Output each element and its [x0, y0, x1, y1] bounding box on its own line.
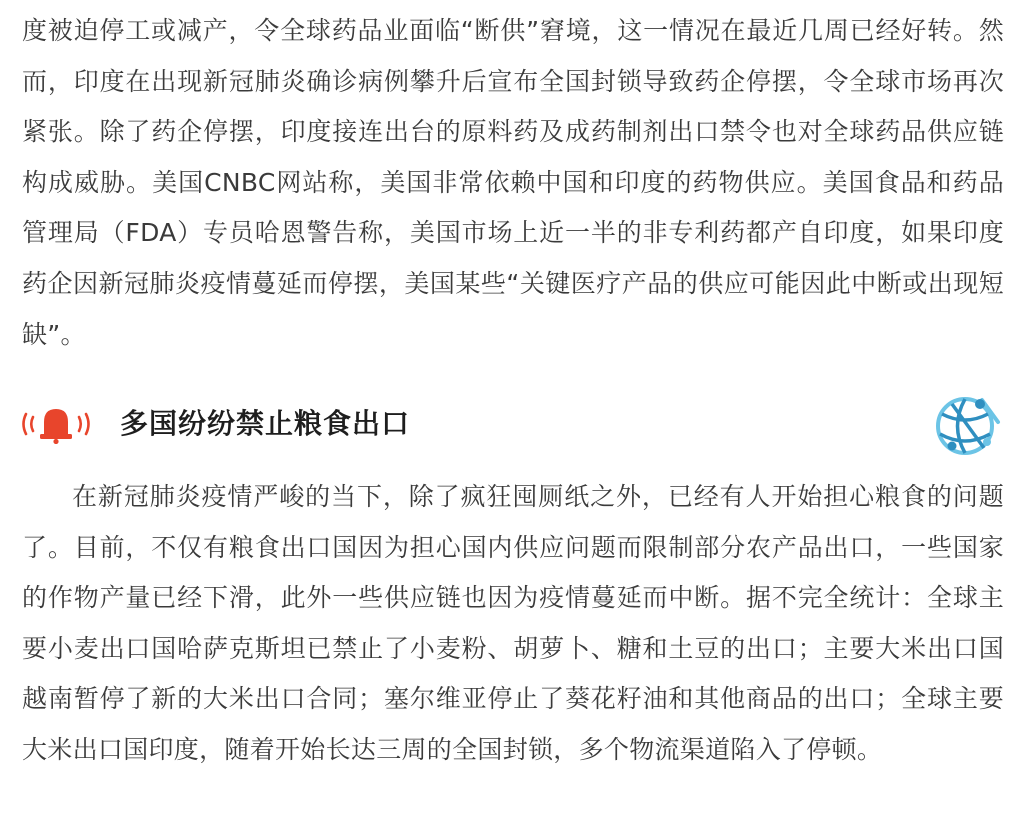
article-paragraph: 度被迫停工或减产，令全球药品业面临“断供”窘境，这一情况在最近几周已经好转。然而，印度在出现新冠肺炎确诊病例攀升后宣布全国封锁导致药企停摆，令全球市场再次紧张。除了药企停摆，印度接连出台的原料药及成药制剂出口禁令也对全球药品供应链构成威胁。美国CNBC网站称，美国非常依赖中国和印度的药物供应。美国食品和药品管理局（FDA）专员哈恩警告称，美国市场上近一半的非专利药都产自印度，如果印度药企因新冠肺炎疫情蔓延而停摆，美国某些“关键医疗产品的供应可能因此中断或出现短缺”。: [22, 16, 1004, 349]
globe-network-icon: [932, 392, 1002, 458]
section-heading: 多国纷纷禁止粮食出口: [120, 407, 411, 440]
section-heading-row: [20, 392, 1010, 458]
article-paragraph: 在新冠肺炎疫情严峻的当下，除了疯狂囤厕纸之外，已经有人开始担心粮食的问题了。目前，不仅有粮食出口国因为担心国内供应问题而限制部分农产品出口，一些国家的作物产量已经下滑，此外一些供应链也因为疫情蔓延而中断。据不完全统计：全球主要小麦出口国哈萨克斯坦已禁止了小麦粉、胡萝卜、糖和土豆的出口；主要大米出口国越南暂停了新的大米出口合同；塞尔维亚停止了葵花籽油和其他商品的出口；全球主要大米出口国印度，随着开始长达三周的全国封锁，多个物流渠道陷入了停顿。: [22, 482, 1004, 764]
alarm-bell-icon: [20, 404, 92, 444]
